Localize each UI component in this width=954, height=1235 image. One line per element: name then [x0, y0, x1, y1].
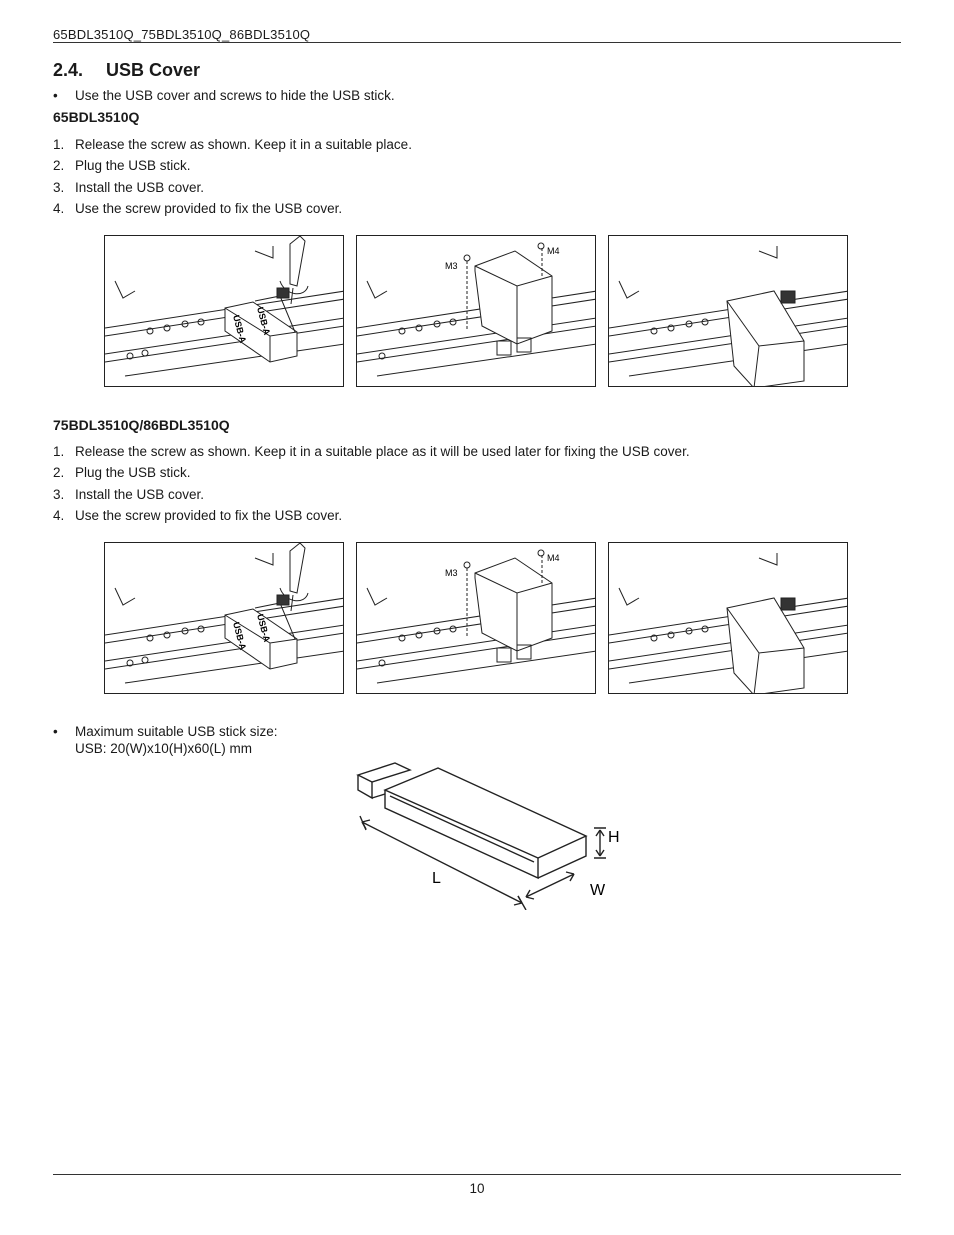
intro-bullet-text: Use the USB cover and screws to hide the USB stick. [75, 88, 395, 103]
illustration-release-screw-2 [104, 542, 344, 694]
footer-divider [53, 1174, 901, 1175]
screw-m3-label: M3 [445, 261, 458, 271]
bullet-dot: • [53, 88, 58, 103]
group1-heading: 65BDL3510Q [53, 109, 140, 125]
header-model-line: 65BDL3510Q_75BDL3510Q_86BDL3510Q [53, 27, 311, 42]
screw-m3-label: M3 [445, 568, 458, 578]
usb-label: USB-A [231, 620, 249, 652]
illustration-plug-usb-1 [356, 235, 596, 387]
dimension-l-label: L [432, 870, 441, 887]
size-bullet-line2: USB: 20(W)x10(H)x60(L) mm [75, 741, 253, 756]
illustration-cover-installed-2 [608, 542, 848, 694]
dimension-h-label: H [608, 829, 620, 846]
usb-label: USB-A [231, 313, 249, 345]
usb-stick-dimension-drawing [350, 760, 630, 910]
illustration-cover-installed-1 [608, 235, 848, 387]
illustration-plug-usb-2 [356, 542, 596, 694]
group2-heading: 75BDL3510Q/86BDL3510Q [53, 417, 230, 433]
page-number: 10 [469, 1181, 485, 1196]
usb-label: USB-A [255, 305, 273, 337]
bullet-dot: • [53, 724, 58, 739]
illustration-release-screw-1 [104, 235, 344, 387]
dimension-w-label: W [590, 882, 606, 899]
screw-m4-label: M4 [547, 553, 560, 563]
screw-m4-label: M4 [547, 246, 560, 256]
header-divider [53, 42, 901, 43]
section-title-text: USB Cover [106, 60, 201, 80]
section-title [53, 60, 200, 81]
usb-label: USB-A [255, 612, 273, 644]
size-bullet-line1: Maximum suitable USB stick size: [75, 724, 278, 739]
section-number: 2.4. [53, 60, 84, 80]
